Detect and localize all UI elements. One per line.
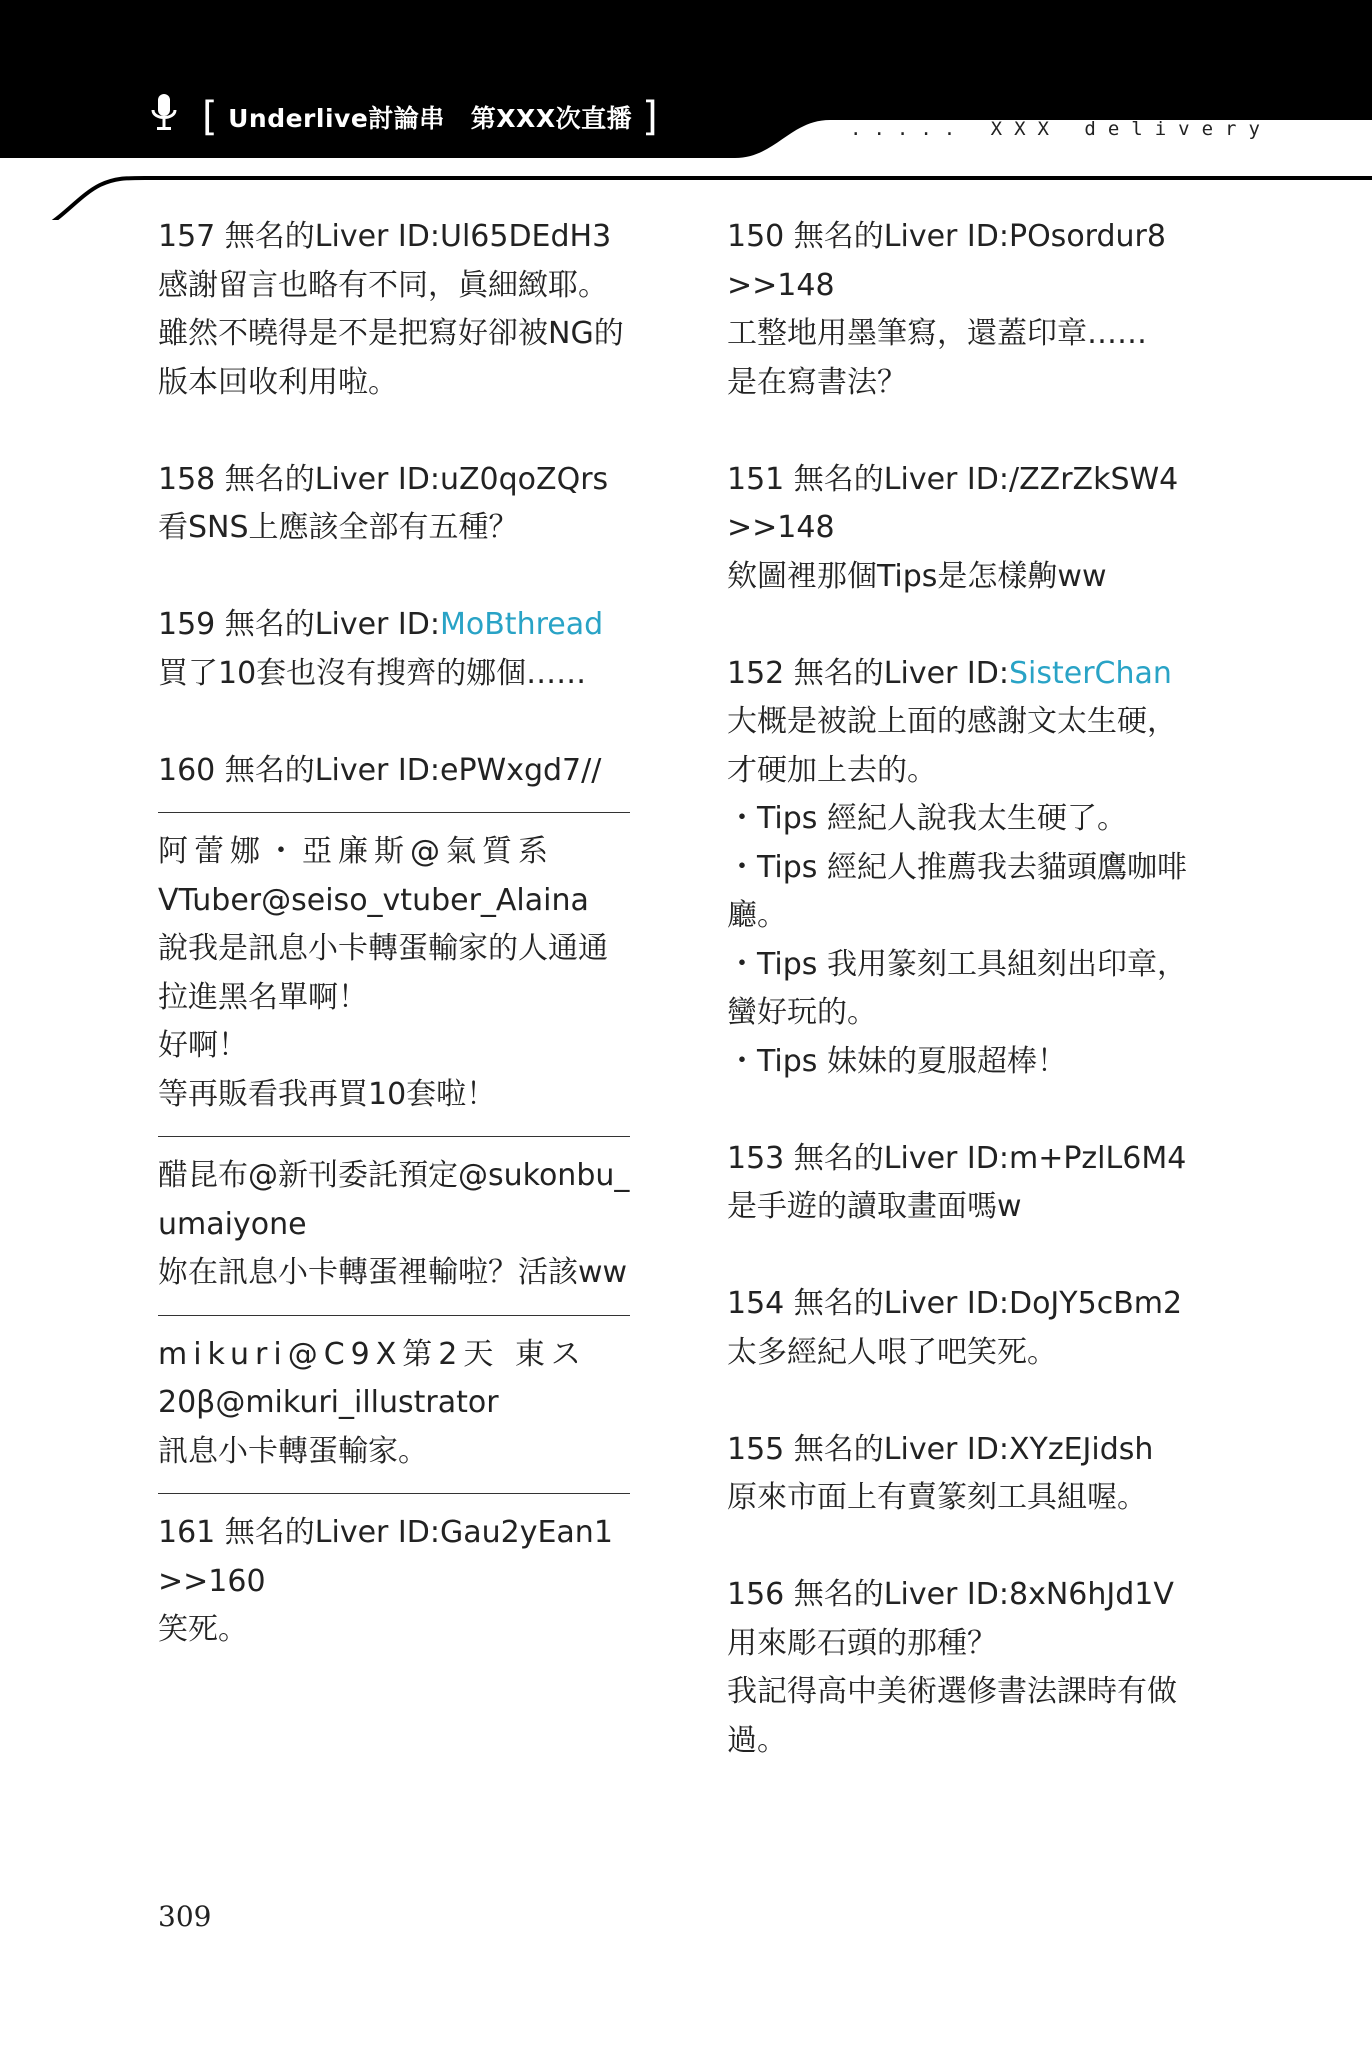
header-bracket-close: ] bbox=[642, 94, 659, 140]
tweet-line: 等再販看我再買10套啦！ bbox=[158, 1076, 497, 1112]
post-line: 我記得高中美術選修書法課時有做 bbox=[727, 1674, 1177, 1709]
post-155 bbox=[727, 1426, 1227, 1523]
post-line: 雖然不曉得是不是把寫好卻被NG的 bbox=[158, 316, 624, 351]
post-156 bbox=[727, 1571, 1227, 1765]
microphone-icon bbox=[150, 97, 178, 137]
tweet-line: 好啊！ bbox=[158, 1028, 248, 1063]
post-line: ・Tips 經紀人說我太生硬了。 bbox=[727, 801, 1127, 836]
post-header: 156 無名的Liver ID:8xN6hJd1V bbox=[727, 1577, 1174, 1612]
header-subtitle: ..... XXX delivery bbox=[850, 118, 1272, 140]
tweet-author: mikuri@C9X第2天 東ス bbox=[158, 1336, 587, 1372]
post-159 bbox=[158, 601, 638, 698]
tweet-alaina bbox=[158, 828, 638, 1119]
post-line: >>148 bbox=[727, 267, 835, 303]
post-line: ・Tips 經紀人推薦我去貓頭鷹咖啡 bbox=[727, 849, 1187, 885]
post-150 bbox=[727, 213, 1227, 407]
tweet-handle: 20β@mikuri_illustrator bbox=[158, 1385, 499, 1420]
post-line: 版本回收利用啦。 bbox=[158, 364, 398, 400]
divider bbox=[158, 1136, 630, 1137]
post-header: 155 無名的Liver ID:XYzEJidsh bbox=[727, 1431, 1154, 1467]
post-line: ・Tips 妹妹的夏服超棒！ bbox=[727, 1043, 1067, 1079]
post-header: 150 無名的Liver ID:POsordur8 bbox=[727, 219, 1166, 254]
post-160 bbox=[158, 747, 638, 796]
post-header: 158 無名的Liver ID:uZ0qoZQrs bbox=[158, 461, 609, 497]
post-line: 是手遊的讀取畫面嗎w bbox=[727, 1189, 1022, 1224]
post-header-prefix: 159 無名的Liver ID: bbox=[158, 607, 440, 642]
post-line: ・Tips 我用篆刻工具組刻出印章， bbox=[727, 946, 1187, 982]
tweet-line: 妳在訊息小卡轉蛋裡輸啦？活該ww bbox=[158, 1255, 628, 1290]
post-line: 才硬加上去的。 bbox=[727, 752, 937, 788]
post-line: 欸圖裡那個Tips是怎樣齁ww bbox=[727, 558, 1107, 594]
post-line: 大概是被說上面的感謝文太生硬， bbox=[727, 704, 1177, 739]
tweet-author: 阿蕾娜・亞廉斯@氣質系 bbox=[158, 834, 554, 869]
post-line: >>148 bbox=[727, 510, 835, 545]
header-bracket-open: [ bbox=[202, 94, 219, 140]
post-line: 是在寫書法？ bbox=[727, 364, 907, 400]
tweet-sukonbu bbox=[158, 1152, 638, 1298]
post-line: >>160 bbox=[158, 1563, 266, 1599]
tweet-line: 說我是訊息小卡轉蛋輸家的人通通 bbox=[158, 931, 608, 966]
post-161 bbox=[158, 1509, 638, 1655]
tweet-handle: VTuber@seiso_vtuber_Alaina bbox=[158, 882, 589, 918]
post-line: 廳。 bbox=[727, 898, 787, 933]
tweet-handle: umaiyone bbox=[158, 1206, 307, 1242]
header-title bbox=[150, 92, 668, 142]
post-line: 過。 bbox=[727, 1722, 787, 1758]
divider bbox=[158, 1315, 630, 1316]
post-header: 157 無名的Liver ID:Ul65DEdH3 bbox=[158, 219, 612, 254]
header-bar bbox=[0, 0, 1372, 220]
post-header: 154 無名的Liver ID:DoJY5cBm2 bbox=[727, 1286, 1183, 1321]
left-column bbox=[158, 213, 638, 1655]
post-line: 買了10套也沒有搜齊的娜個…… bbox=[158, 655, 587, 691]
post-line: 原來市面上有賣篆刻工具組喔。 bbox=[727, 1480, 1147, 1515]
post-152 bbox=[727, 650, 1227, 1087]
post-line: 看SNS上應該全部有五種？ bbox=[158, 510, 519, 545]
post-158 bbox=[158, 456, 638, 553]
right-column bbox=[727, 213, 1227, 1765]
post-151 bbox=[727, 456, 1227, 602]
divider bbox=[158, 812, 630, 813]
post-line: 蠻好玩的。 bbox=[727, 995, 877, 1030]
post-line: 感謝留言也略有不同，眞細緻耶。 bbox=[158, 267, 608, 303]
page-number: 309 bbox=[158, 1900, 212, 1933]
divider bbox=[158, 1493, 630, 1494]
post-header: 160 無名的Liver ID:ePWxgd7// bbox=[158, 752, 602, 788]
post-header bbox=[727, 650, 1227, 699]
post-header: 153 無名的Liver ID:m+PzlL6M4 bbox=[727, 1140, 1187, 1176]
post-header-prefix: 152 無名的Liver ID: bbox=[727, 655, 1009, 691]
post-153 bbox=[727, 1135, 1227, 1232]
post-header: 151 無名的Liver ID:/ZZrZkSW4 bbox=[727, 461, 1179, 497]
post-header-id: MoBthread bbox=[439, 607, 604, 642]
post-header bbox=[158, 601, 638, 650]
tweet-mikuri bbox=[158, 1331, 638, 1477]
header-episode: 第XXX次直播 bbox=[470, 104, 633, 133]
tweet-line: 拉進黑名單啊！ bbox=[158, 979, 368, 1015]
post-157 bbox=[158, 213, 638, 407]
tweet-author: 醋昆布@新刊委託預定@sukonbu_ bbox=[158, 1158, 630, 1193]
post-header: 161 無名的Liver ID:Gau2yEan1 bbox=[158, 1515, 613, 1550]
header-thread-title: Underlive討論串 bbox=[228, 104, 445, 133]
post-header-id: SisterChan bbox=[1008, 655, 1172, 691]
tweet-line: 訊息小卡轉蛋輸家。 bbox=[158, 1433, 428, 1469]
post-line: 太多經紀人哏了吧笑死。 bbox=[727, 1334, 1057, 1370]
post-line: 笑死。 bbox=[158, 1612, 248, 1647]
post-line: 用來彫石頭的那種？ bbox=[727, 1625, 997, 1661]
post-line: 工整地用墨筆寫，還蓋印章…… bbox=[727, 316, 1147, 351]
post-154 bbox=[727, 1280, 1227, 1377]
